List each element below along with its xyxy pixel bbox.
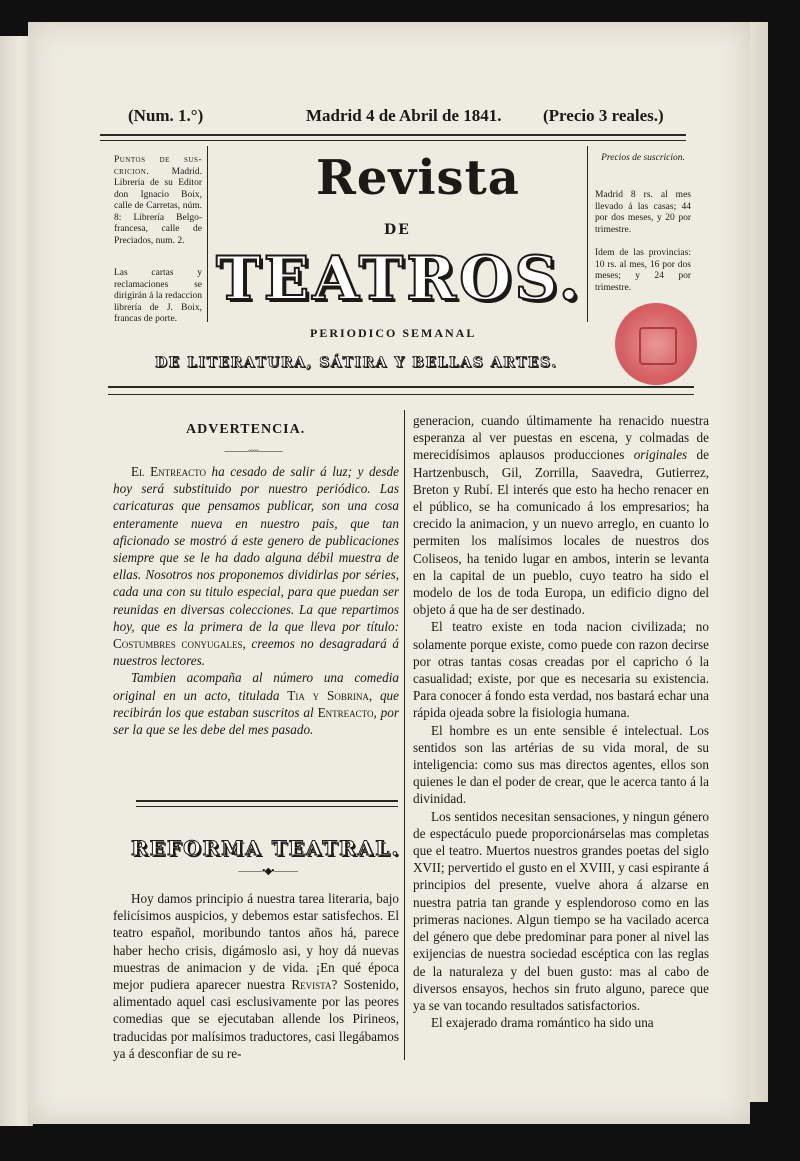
advertencia-paragraph-1 [113, 463, 399, 669]
adv-p2-b: , que recibirán los que estaban suscritos al [113, 687, 400, 720]
costumbres-title: Costumbres conyugales [113, 636, 243, 652]
section-rule-thin [136, 806, 398, 807]
right-paragraph-5: El exajerado drama romántico ha sido una [431, 1015, 654, 1031]
right-paragraph-1 [413, 412, 709, 618]
left-divider [207, 146, 208, 322]
prices-madrid: Madrid 8 rs. al mes llevado á las casas; 44 por dos meses, y 20 por trimestre. [595, 190, 691, 235]
section-rule [136, 800, 398, 802]
subscription-points-note [114, 155, 202, 247]
reforma-ornament: ⸻•◆•⸻ [238, 866, 298, 877]
rc-p1-b: de Hartzenbusch, Gil, Zorrilla, Saavedra, Gutierrez, Breton y Rubí. El interés que esto ha hecho renacer en el público, se ha comunicado á los empresarios; ha crecido la animacion, y un nuevo arreglo, en cuanto lo permiten los malísimos locales de nuestros dos Coliseos, ha tenido lugar en ambos, interin se levanta en la capital de un pueblo, cuyo teatro ha sido el modelo de los de toda Europa, un edificio digno del objeto á que ha de ser destinado. [413, 447, 709, 618]
title-revista: Revista [316, 150, 520, 206]
masthead-top-rule [100, 134, 686, 136]
advertencia-ornament: ⸻◦◦◦◦⸻ [224, 446, 283, 457]
adv-p1-b: , creemos no desagradará á nuestros lectores. [113, 636, 400, 669]
library-stamp-seal [615, 303, 697, 385]
adv-p1-a: ha cesado de salir á luz; y desde hoy será substituido por nuestro periódico. Las caricaturas que pensamos publicar, son una cosa enteramente nueva en nuestro pais, que tan aficionado se mostró á este genero de publicaciones siempre que se le ha dado alguna débil muestra de ellas. Nosotros nos proponemos dividirlas por séries, cada una con su titulo especial, para que puedan ser reunidas en diversas colecciones. La que repartimos hoy, que es la primera de la que lleva por título: [113, 464, 399, 634]
right-paragraph-4: Los sentidos necesitan sensaciones, y ningun género de espectáculo puede proporcionárselas mas completas que el teatro. Muertos nuestros grandes poetas del siglo XVII; pervertido el gusto en el XVIII, y casi espirante á principios del presente, vuelve ahora á alzarse en nuestra patria tan grande y esplendoroso como en las primeras naciones. Algun tiempo se ha vacilado acerca del género que debe predominar para poner al nivel las exijencias de nuestra sociedad escéptica con las reglas de la naturaleza y del buen gusto: mas al cabo de diversos ensayos, hechos sin fruto alguno, parece que ya se van tocando resultados satisfactorios. [413, 808, 709, 1013]
advertencia-paragraph-2 [113, 669, 399, 738]
subtitle-literatura-satira: DE LITERATURA, SÁTIRA Y BELLAS ARTES. [155, 355, 558, 371]
revista-ref: Revista [291, 977, 332, 993]
issue-number: (Num. 1.°) [128, 106, 204, 125]
entreacto-ref: Entreacto [317, 704, 374, 720]
masthead-top-rule-thin [100, 140, 686, 141]
letters-note: Las cartas y reclamaciones se dirigirán á la redaccion librería de J. Boix, francas de porte. [114, 268, 202, 324]
tia-sobrina-title: Tia y Sobrina [287, 687, 369, 703]
right-paragraph-2: El teatro existe en toda nacion civilizada; no solamente porque existe, como puede con razon decirse por otras tantas cosas creadas por el capricho ó la casualidad; existe, por que es necesaria su existencia. Para conocer á fondo esta verdad, nos bastará echar una rápida ojeada sobre la fisiologia humana. [413, 619, 709, 721]
column-divider [404, 410, 405, 1060]
issue-price: (Precio 3 reales.) [543, 106, 664, 125]
rc-p1-a: generacion, cuando últimamente ha renacido nuestra esperanza al ver puestas en escena, y colmadas de merecidísimos aplausos producciones [413, 413, 709, 463]
ref-p1-a: Hoy damos principio á nuestra tarea literaria, bajo felicísimos auspicios, y debemos estar satisfechos. El teatro español, moribundo tantos años há, parece haber hecho crisis, digámoslo asi, y hoy dá nuevas muestras de animacion y de vida. ¡En qué época mejor pudiera aparecer nuestra [113, 891, 399, 993]
advertencia-heading: ADVERTENCIA. [186, 422, 306, 437]
right-paragraph-3: El hombre es un ente sensible é intelectual. Los sentidos son las artérias de su vida moral, de su inteligencia: como sus mas directos agentes, ellos son quienes le dan el poder de crear, que le acerca tanto á la divinidad. [413, 722, 709, 807]
adv-p2-c: , por ser la que se les debe del mes pasado. [113, 704, 399, 738]
masthead-bottom-rule-thin [108, 394, 694, 395]
right-divider [587, 146, 588, 322]
originales-word: originales [633, 447, 688, 463]
masthead-bottom-rule [108, 386, 694, 388]
reforma-continued-text [413, 412, 709, 1031]
reforma-paragraph-1 [113, 890, 399, 1062]
reforma-heading: REFORMA TEATRAL. [131, 836, 401, 860]
ref-p1-b: ? Sostenido, alimentado aquel casi esclusivamente por las peores comedias que se ejecutaban allende los Pirineos, traducidas por malísimos traductores, casi llegábamos ya á desconfiar de su re- [113, 977, 399, 1061]
title-teatros: TEATROS. [216, 244, 583, 314]
title-de: DE [384, 222, 411, 238]
subscription-points-label: Puntos de sus-cricion. [114, 155, 202, 177]
prices-heading: Precios de suscricion. [601, 153, 685, 163]
entreacto-lead: El Entreacto [131, 464, 206, 479]
advertencia-text [113, 463, 399, 738]
right-page-edge [748, 22, 768, 1102]
prices-provincias: Idem de las provincias: 10 rs. al mes, 16 por dos meses; y 24 por trimestre. [595, 248, 691, 293]
reforma-text [113, 890, 399, 1062]
issue-date: Madrid 4 de Abril de 1841. [306, 106, 502, 125]
adv-p2-a: Tambien acompaña al número una comedia original en un acto, titulada [113, 670, 399, 703]
subtitle-periodico-semanal: PERIODICO SEMANAL [310, 326, 477, 340]
subscription-points-text: Madrid. Librería de su Editor don Ignacio Boix, calle de Carretas, núm. 8: Librería Belgo-francesa, calle de Preciados, num. 2. [114, 166, 202, 246]
